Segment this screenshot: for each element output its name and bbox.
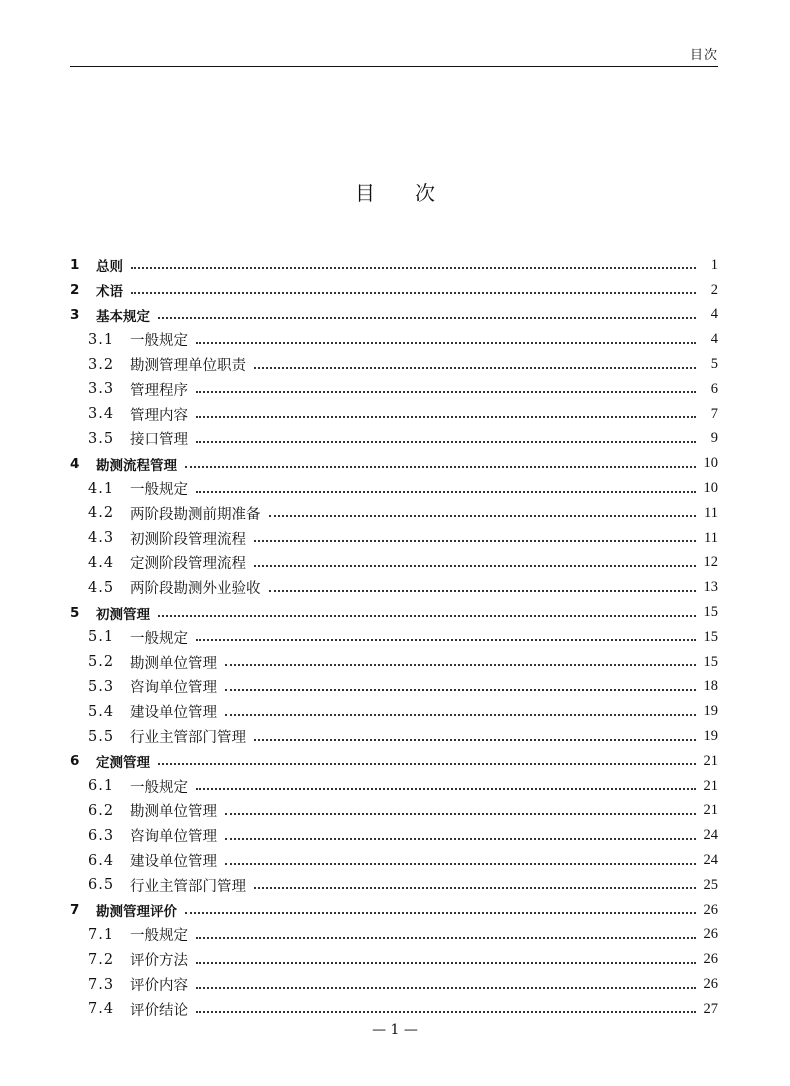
dot-leader (225, 863, 696, 865)
toc-entry-page-number: 11 (704, 529, 718, 546)
toc-section-entry[interactable] (70, 848, 718, 873)
dot-leader (196, 639, 696, 641)
toc-entry-title: 评价结论 (130, 1002, 188, 1019)
toc-entry-title: 初测管理 (96, 606, 150, 623)
header-rule (70, 66, 718, 67)
toc-entry-number: 5.1 (88, 629, 115, 646)
toc-entry-title: 行业主管部门管理 (130, 878, 246, 895)
toc-section-entry[interactable] (70, 327, 718, 352)
dot-leader (196, 1011, 696, 1013)
toc-entry-title: 一般规定 (130, 928, 188, 945)
toc-entry-title: 管理程序 (130, 382, 188, 399)
toc-section-entry[interactable] (70, 997, 718, 1022)
toc-section-entry[interactable] (70, 873, 718, 898)
toc-entry-number: 5 (70, 604, 80, 621)
toc-chapter-entry[interactable] (70, 600, 718, 625)
toc-section-entry[interactable] (70, 799, 718, 824)
toc-entry-number: 4.1 (88, 480, 115, 497)
dot-leader (131, 292, 696, 294)
toc-entry-number: 7.1 (88, 926, 115, 943)
dot-leader (196, 441, 696, 443)
toc-section-entry[interactable] (70, 947, 718, 972)
toc-section-entry[interactable] (70, 774, 718, 799)
toc-entry-page-number: 19 (703, 703, 718, 720)
toc-entry-number: 3 (70, 306, 80, 323)
toc-section-entry[interactable] (70, 699, 718, 724)
toc-chapter-entry[interactable] (70, 749, 718, 774)
toc-entry-number: 3.5 (88, 430, 115, 447)
toc-entry-page-number: 4 (710, 306, 718, 323)
toc-entry-title: 勘测流程管理 (96, 457, 177, 474)
toc-entry-page-number: 1 (710, 256, 718, 273)
toc-entry-title: 一般规定 (130, 482, 188, 499)
toc-entry-page-number: 15 (703, 653, 718, 670)
toc-section-entry[interactable] (70, 575, 718, 600)
dot-leader (131, 267, 696, 269)
toc-entry-page-number: 10 (703, 480, 718, 497)
toc-entry-title: 一般规定 (130, 333, 188, 350)
toc-entry-number: 6.1 (88, 778, 115, 795)
toc-entry-page-number: 10 (703, 455, 718, 472)
toc-entry-title: 勘测单位管理 (130, 655, 217, 672)
toc-entry-title: 行业主管部门管理 (130, 730, 246, 747)
toc-entry-number: 4.3 (88, 530, 115, 547)
toc-entry-page-number: 5 (710, 356, 718, 373)
toc-entry-title: 建设单位管理 (130, 854, 217, 871)
toc-entry-title: 总则 (96, 259, 123, 276)
toc-entry-number: 6.3 (88, 827, 115, 844)
toc-entry-number: 7.2 (88, 951, 115, 968)
dot-leader (196, 416, 696, 418)
toc-section-entry[interactable] (70, 675, 718, 700)
dot-leader (158, 317, 696, 319)
toc-section-entry[interactable] (70, 427, 718, 452)
dot-leader (254, 540, 696, 542)
toc-entry-page-number: 26 (703, 976, 718, 992)
dot-leader (225, 689, 696, 691)
dot-leader (269, 590, 697, 592)
toc-entry-number: 4.2 (88, 505, 115, 522)
toc-section-entry[interactable] (70, 476, 718, 501)
toc-section-entry[interactable] (70, 823, 718, 848)
toc-entry-title: 建设单位管理 (130, 705, 217, 722)
toc-entry-page-number: 11 (704, 504, 718, 521)
toc-entry-number: 6 (70, 753, 80, 770)
toc-entry-number: 7 (70, 902, 80, 919)
toc-entry-page-number: 21 (703, 802, 718, 819)
dot-leader (196, 491, 696, 493)
toc-entry-page-number: 18 (703, 678, 718, 695)
toc-entry-title: 一般规定 (130, 630, 188, 647)
toc-entry-title: 勘测管理单位职责 (130, 358, 246, 375)
dot-leader (185, 912, 696, 914)
toc-entry-title: 定测阶段管理流程 (130, 556, 246, 573)
toc-entry-page-number: 24 (703, 852, 718, 869)
toc-chapter-entry[interactable] (70, 253, 718, 278)
dot-leader (196, 937, 696, 939)
toc-entry-number: 6.4 (88, 852, 115, 869)
toc-entry-page-number: 21 (703, 752, 718, 769)
toc-section-entry[interactable] (70, 501, 718, 526)
dot-leader (254, 565, 696, 567)
toc-entry-number: 3.2 (88, 356, 115, 373)
dot-leader (225, 714, 696, 716)
toc-entry-title: 两阶段勘测前期准备 (130, 506, 261, 523)
toc-entry-title: 勘测单位管理 (130, 804, 217, 821)
toc-entry-page-number: 7 (710, 405, 718, 422)
dot-leader (196, 391, 696, 393)
toc-entry-page-number: 15 (703, 628, 718, 645)
toc-entry-page-number: 26 (703, 926, 718, 943)
toc-entry-title: 咨询单位管理 (130, 680, 217, 697)
toc-section-entry[interactable] (70, 650, 718, 675)
dot-leader (254, 367, 696, 369)
dot-leader (196, 788, 696, 790)
toc-entry-number: 4 (70, 455, 80, 472)
dot-leader (225, 664, 696, 666)
table-of-contents (70, 253, 718, 1022)
toc-section-entry[interactable] (70, 551, 718, 576)
toc-entry-page-number: 27 (703, 1000, 718, 1017)
toc-section-entry[interactable] (70, 923, 718, 948)
toc-chapter-entry[interactable] (70, 898, 718, 923)
toc-entry-number: 5.3 (88, 678, 115, 695)
toc-entry-number: 7.4 (88, 1001, 115, 1018)
dot-leader (254, 739, 696, 741)
toc-entry-page-number: 25 (703, 876, 718, 893)
toc-chapter-entry[interactable] (70, 278, 718, 303)
toc-entry-title: 术语 (96, 284, 123, 301)
toc-entry-number: 4.5 (88, 579, 115, 596)
toc-entry-page-number: 13 (703, 579, 718, 596)
toc-entry-number: 2 (70, 282, 80, 299)
toc-entry-title: 初测阶段管理流程 (130, 531, 246, 548)
toc-entry-page-number: 24 (703, 827, 718, 844)
page-number: — 1 — (372, 1022, 418, 1038)
toc-section-entry[interactable] (70, 377, 718, 402)
toc-section-entry[interactable] (70, 724, 718, 749)
toc-entry-page-number: 6 (710, 380, 718, 397)
toc-entry-title: 基本规定 (96, 308, 150, 325)
toc-entry-number: 6.2 (88, 802, 115, 819)
toc-entry-title: 评价方法 (130, 953, 188, 970)
toc-entry-number: 7.3 (88, 976, 115, 993)
dot-leader (196, 342, 696, 344)
dot-leader (225, 838, 696, 840)
toc-section-entry[interactable] (70, 402, 718, 427)
toc-section-entry[interactable] (70, 972, 718, 997)
toc-entry-title: 两阶段勘测外业验收 (130, 581, 261, 598)
toc-entry-number: 5.4 (88, 703, 115, 720)
toc-entry-page-number: 19 (703, 728, 718, 745)
toc-entry-number: 1 (70, 257, 80, 274)
running-head: 目次 (689, 48, 718, 63)
dot-leader (196, 962, 696, 964)
toc-entry-page-number: 12 (703, 554, 718, 571)
toc-entry-page-number: 2 (710, 281, 718, 298)
dot-leader (158, 763, 696, 765)
toc-entry-number: 6.5 (88, 877, 115, 894)
toc-chapter-entry[interactable] (70, 451, 718, 476)
toc-entry-title: 咨询单位管理 (130, 829, 217, 846)
toc-entry-title: 接口管理 (130, 432, 188, 449)
toc-section-entry[interactable] (70, 526, 718, 551)
toc-entry-page-number: 21 (703, 777, 718, 794)
dot-leader (254, 887, 696, 889)
toc-title: 目次 (355, 181, 475, 205)
toc-entry-page-number: 15 (703, 604, 718, 621)
toc-entry-title: 评价内容 (130, 978, 188, 994)
toc-entry-page-number: 4 (710, 331, 718, 348)
toc-chapter-entry[interactable] (70, 303, 718, 328)
dot-leader (225, 813, 696, 815)
toc-entry-title: 定测管理 (96, 755, 150, 772)
toc-entry-number: 3.1 (88, 331, 115, 348)
toc-entry-number: 3.4 (88, 406, 115, 423)
toc-entry-number: 5.5 (88, 728, 115, 745)
toc-entry-number: 5.2 (88, 654, 115, 671)
toc-entry-title: 一般规定 (130, 779, 188, 796)
toc-section-entry[interactable] (70, 625, 718, 650)
toc-entry-title: 勘测管理评价 (96, 904, 177, 921)
toc-entry-page-number: 26 (703, 951, 718, 968)
dot-leader (269, 515, 697, 517)
toc-entry-page-number: 26 (703, 901, 718, 918)
dot-leader (185, 466, 696, 468)
toc-section-entry[interactable] (70, 352, 718, 377)
toc-entry-title: 管理内容 (130, 407, 188, 424)
toc-entry-number: 4.4 (88, 554, 115, 571)
dot-leader (158, 615, 696, 617)
dot-leader (196, 987, 696, 989)
toc-entry-number: 3.3 (88, 381, 115, 398)
toc-entry-page-number: 9 (710, 430, 718, 447)
